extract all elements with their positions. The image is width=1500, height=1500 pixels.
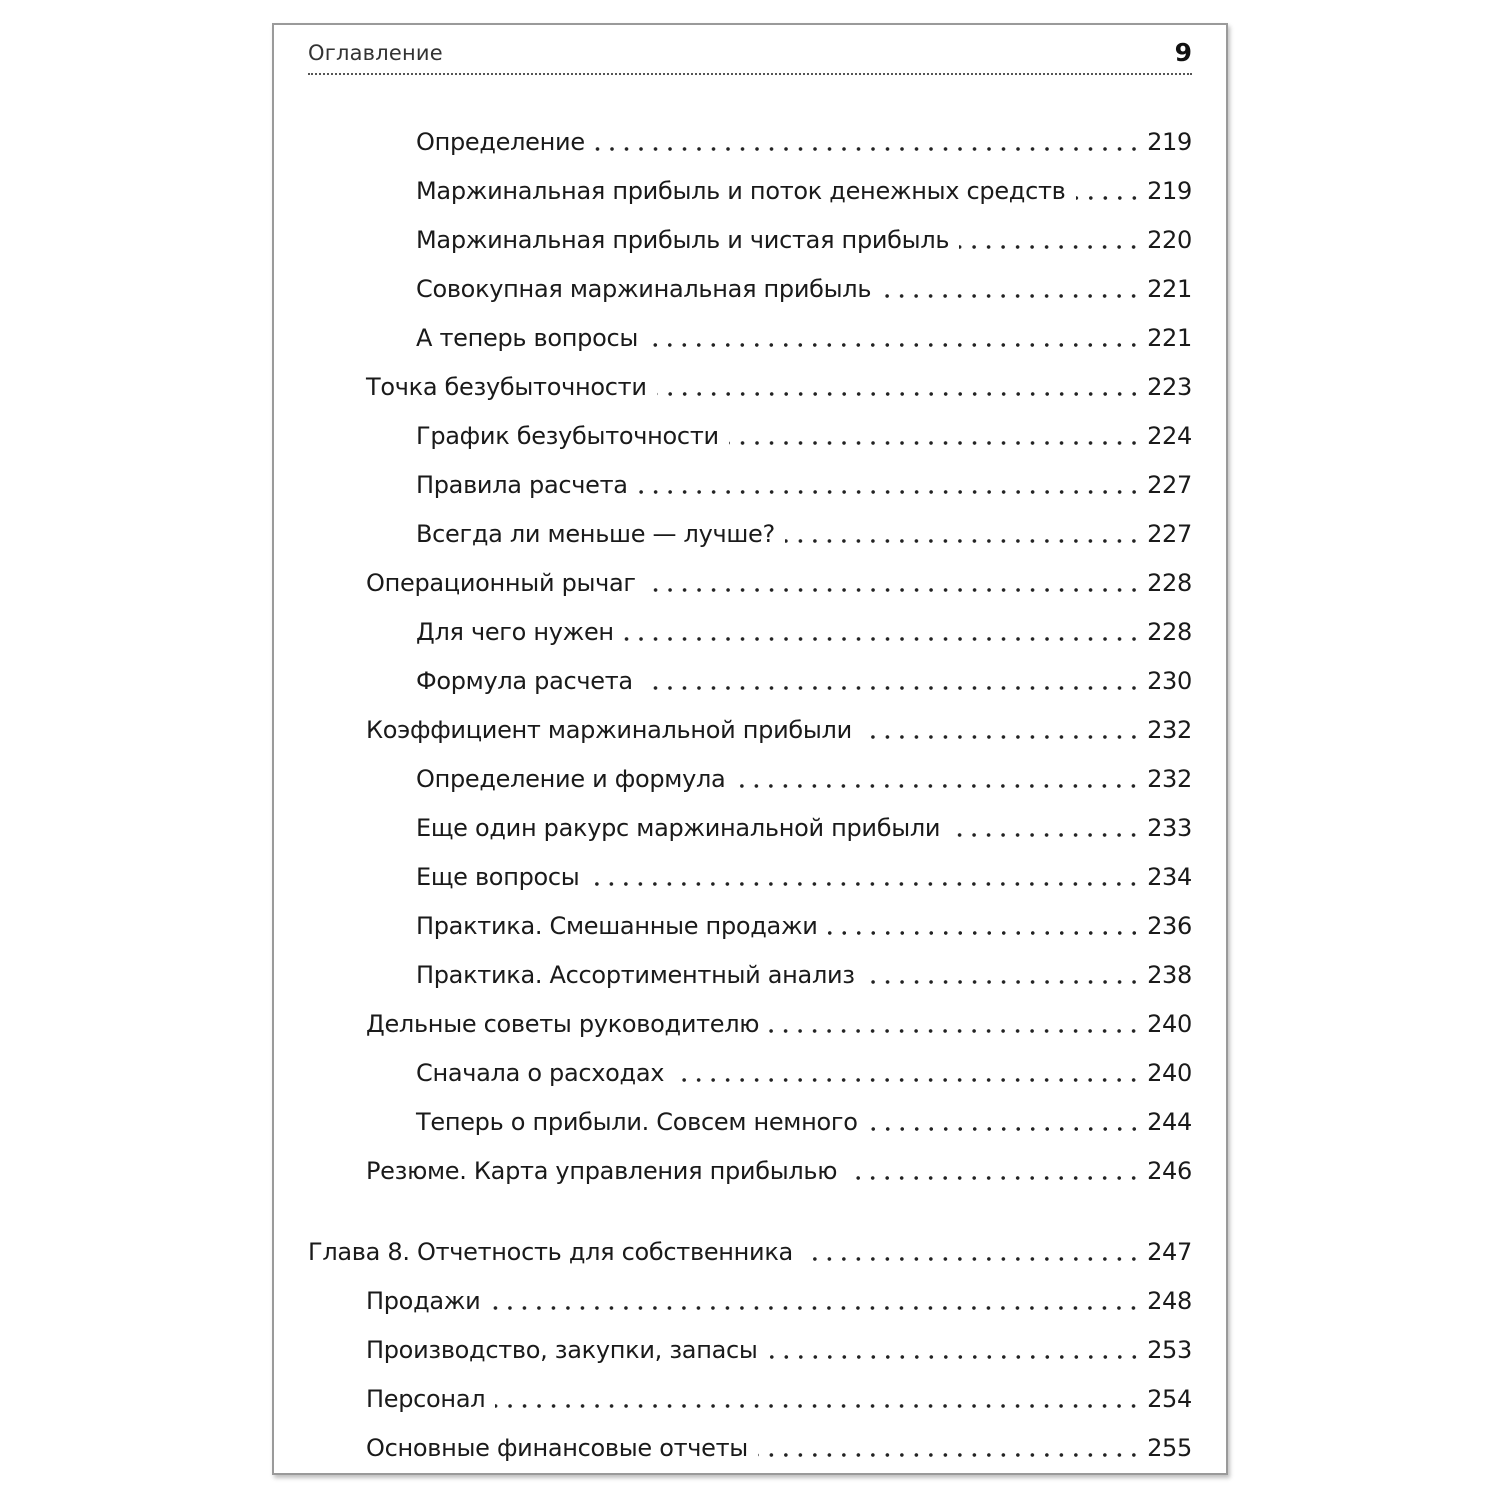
dot-leader [865, 980, 1141, 984]
toc-entry-page: 254 [1147, 1384, 1192, 1413]
toc-entry [308, 1325, 1192, 1374]
dot-leader [643, 686, 1141, 690]
toc-entry-title: Практика. Ассортиментный анализ [416, 961, 859, 989]
dot-leader [768, 1355, 1142, 1359]
toc-entry [308, 509, 1192, 558]
toc-entry-page: 255 [1147, 1433, 1192, 1462]
toc-entry-page: 230 [1147, 666, 1192, 695]
dot-leader [769, 1029, 1141, 1033]
toc-entry-title: Еще один ракурс маржинальной прибыли [416, 814, 944, 842]
toc-entry-page: 253 [1147, 1335, 1192, 1364]
toc-entry-page: 219 [1147, 127, 1192, 156]
toc-entry [308, 1048, 1192, 1097]
dot-leader [868, 1127, 1141, 1131]
toc-entry-page: 236 [1147, 911, 1192, 940]
toc-entry [308, 656, 1192, 705]
toc-entry-title: Резюме. Карта управления прибылью [366, 1157, 841, 1185]
dot-leader [589, 882, 1141, 886]
toc-entry [308, 313, 1192, 362]
toc-entry-page: 227 [1147, 470, 1192, 499]
toc-entry-title: Совокупная маржинальная прибыль [416, 275, 875, 303]
running-title: Оглавление [308, 41, 443, 65]
book-page [272, 23, 1228, 1475]
dot-leader [657, 392, 1141, 396]
table-of-contents [308, 117, 1192, 1472]
toc-entry [308, 803, 1192, 852]
toc-entry [308, 558, 1192, 607]
toc-entry-page: 234 [1147, 862, 1192, 891]
toc-entry-title: Глава 8. Отчетность для собственника [308, 1238, 797, 1266]
toc-entry-title: Правила расчета [416, 471, 632, 499]
dot-leader [950, 833, 1141, 837]
toc-entry-title: Маржинальная прибыль и поток денежных средств [416, 177, 1070, 205]
toc-entry-page: 220 [1147, 225, 1192, 254]
dot-leader [847, 1176, 1141, 1180]
dot-leader [648, 343, 1141, 347]
dot-leader [758, 1453, 1141, 1457]
toc-entry-page: 219 [1147, 176, 1192, 205]
toc-entry [308, 362, 1192, 411]
toc-entry-page: 244 [1147, 1107, 1192, 1136]
running-header [308, 39, 1192, 75]
toc-entry-title: Основные финансовые отчеты [366, 1434, 752, 1462]
toc-entry-page: 232 [1147, 764, 1192, 793]
toc-entry-page: 221 [1147, 274, 1192, 303]
toc-entry-title: Сначала о расходах [416, 1059, 668, 1087]
page-number: 9 [1174, 38, 1192, 67]
toc-entry [308, 1423, 1192, 1472]
toc-entry-page: 221 [1147, 323, 1192, 352]
toc-entry-page: 228 [1147, 617, 1192, 646]
toc-entry-page: 223 [1147, 372, 1192, 401]
dot-leader [490, 1306, 1141, 1310]
toc-entry-title: Определение и формула [416, 765, 729, 793]
dot-leader [828, 931, 1142, 935]
toc-entry [308, 705, 1192, 754]
toc-entry [308, 1276, 1192, 1325]
toc-entry-page: 238 [1147, 960, 1192, 989]
dot-leader [785, 539, 1141, 543]
toc-entry-title: Дельные советы руководителю [366, 1010, 763, 1038]
toc-entry-title: Для чего нужен [416, 618, 618, 646]
toc-entry [308, 999, 1192, 1048]
toc-entry-title: Всегда ли меньше — лучше? [416, 520, 779, 548]
dot-leader [646, 588, 1141, 592]
toc-entry-page: 232 [1147, 715, 1192, 744]
toc-entry [308, 215, 1192, 264]
toc-entry-title: Теперь о прибыли. Совсем немного [416, 1108, 862, 1136]
toc-entry [308, 1097, 1192, 1146]
toc-entry-page: 240 [1147, 1009, 1192, 1038]
toc-entry-page: 240 [1147, 1058, 1192, 1087]
dot-leader [1076, 196, 1142, 200]
toc-entry-title: Определение [416, 128, 589, 156]
toc-entry-title: Точка безубыточности [366, 373, 651, 401]
toc-entry [308, 607, 1192, 656]
toc-entry [308, 264, 1192, 313]
dot-leader [624, 637, 1141, 641]
toc-entry [308, 166, 1192, 215]
toc-entry [308, 852, 1192, 901]
toc-entry-page: 246 [1147, 1156, 1192, 1185]
toc-entry-page: 248 [1147, 1286, 1192, 1315]
toc-entry-title: Продажи [366, 1287, 484, 1315]
dot-leader [729, 441, 1141, 445]
toc-entry [308, 901, 1192, 950]
toc-entry [308, 754, 1192, 803]
dot-leader [735, 784, 1141, 788]
dot-leader [495, 1404, 1141, 1408]
toc-entry [308, 950, 1192, 999]
toc-entry-page: 228 [1147, 568, 1192, 597]
toc-entry-title: Маржинальная прибыль и чистая прибыль [416, 226, 953, 254]
dot-leader [803, 1257, 1141, 1261]
toc-entry-page: 227 [1147, 519, 1192, 548]
dot-leader [959, 245, 1141, 249]
toc-entry-page: 247 [1147, 1237, 1192, 1266]
toc-entry-title: Персонал [366, 1385, 489, 1413]
toc-entry [308, 411, 1192, 460]
dot-leader [674, 1078, 1141, 1082]
dot-leader [595, 147, 1141, 151]
toc-entry-title: График безубыточности [416, 422, 723, 450]
dot-leader [638, 490, 1141, 494]
dot-leader [881, 294, 1141, 298]
toc-entry [308, 1227, 1192, 1276]
toc-entry-page: 233 [1147, 813, 1192, 842]
toc-entry-title: А теперь вопросы [416, 324, 642, 352]
toc-entry [308, 117, 1192, 166]
dot-leader [862, 735, 1141, 739]
toc-entry-title: Практика. Смешанные продажи [416, 912, 822, 940]
toc-entry-page: 224 [1147, 421, 1192, 450]
toc-entry [308, 1146, 1192, 1195]
toc-entry-title: Операционный рычаг [366, 569, 640, 597]
toc-entry-title: Производство, закупки, запасы [366, 1336, 762, 1364]
toc-entry [308, 460, 1192, 509]
toc-entry-title: Коэффициент маржинальной прибыли [366, 716, 856, 744]
toc-entry [308, 1374, 1192, 1423]
toc-entry-title: Формула расчета [416, 667, 637, 695]
toc-entry-title: Еще вопросы [416, 863, 583, 891]
